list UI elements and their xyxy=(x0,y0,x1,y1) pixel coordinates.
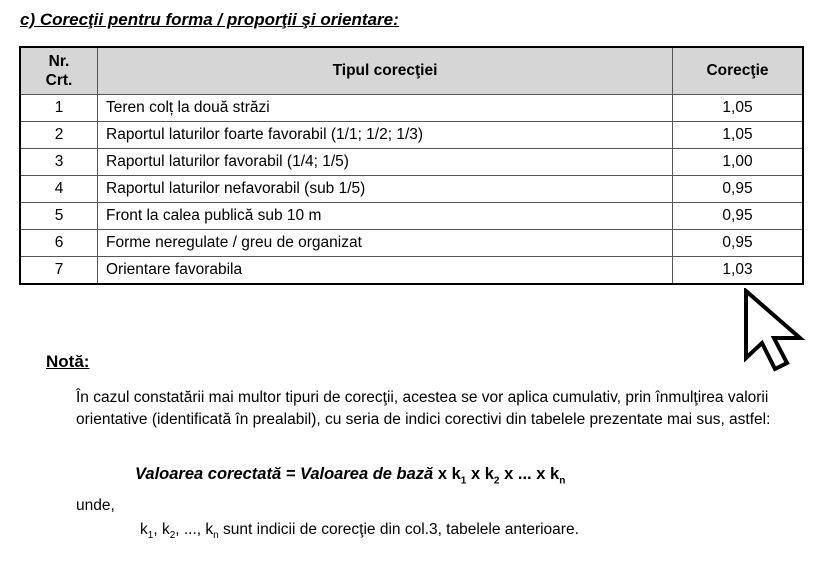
row-type: Raportul laturilor foarte favorabil (1/1; 1/2; 1/3) xyxy=(98,122,673,149)
table-row xyxy=(20,122,803,149)
row-nr: 3 xyxy=(20,149,98,176)
header-nr-line2: Crt. xyxy=(45,72,73,89)
row-type: Raportul laturilor favorabil (1/4; 1/5) xyxy=(98,149,673,176)
table-row xyxy=(20,95,803,122)
mouse-pointer-icon xyxy=(742,288,810,372)
table-row xyxy=(20,176,803,203)
table-row xyxy=(20,257,803,285)
row-value: 0,95 xyxy=(673,203,804,230)
formula-lhs: Valoarea corectată = Valoarea de bază xyxy=(135,465,434,483)
row-type: Teren colț la două străzi xyxy=(98,95,673,122)
note-text: În cazul constatării mai multor tipuri de corecţii, acestea se vor aplica cumulativ, prin înmulţirea valorii orientative (identificată în prealabil), cu seria de indici corectivi din tabelele prezentate mai sus, astfel: xyxy=(76,389,771,428)
table-row xyxy=(20,149,803,176)
row-type: Forme neregulate / greu de organizat xyxy=(98,230,673,257)
section-title: c) Corecţii pentru forma / proporţii şi orientare: xyxy=(20,10,399,29)
row-type: Raportul laturilor nefavorabil (sub 1/5) xyxy=(98,176,673,203)
header-nr-line1: Nr. xyxy=(48,53,70,70)
row-nr: 2 xyxy=(20,122,98,149)
row-value: 0,95 xyxy=(673,176,804,203)
corrections-table xyxy=(19,46,804,285)
row-value: 1,05 xyxy=(673,122,804,149)
row-nr: 7 xyxy=(20,257,98,285)
table-row xyxy=(20,203,803,230)
header-type: Tipul corecţiei xyxy=(98,47,673,95)
header-nr xyxy=(20,47,98,95)
row-type: Front la calea publică sub 10 m xyxy=(98,203,673,230)
row-value: 1,03 xyxy=(673,257,804,285)
row-nr: 6 xyxy=(20,230,98,257)
row-value: 1,00 xyxy=(673,149,804,176)
row-value: 0,95 xyxy=(673,230,804,257)
note-label: Notă: xyxy=(46,352,90,371)
table-header-row xyxy=(20,47,803,95)
indici-text: $k_1$, $k_2$, ..., $k_n$ sunt indicii de corecţie din col.3, tabelele anterioare. xyxy=(140,521,579,542)
row-nr: 4 xyxy=(20,176,98,203)
header-value: Corecţie xyxy=(673,47,804,95)
unde-text: unde, xyxy=(76,497,115,514)
row-nr: 5 xyxy=(20,203,98,230)
formula: Valoarea corectată = Valoarea de bază x $k_1$ x $k_2$ x ... x $k_n$ xyxy=(135,465,566,487)
row-value: 1,05 xyxy=(673,95,804,122)
row-nr: 1 xyxy=(20,95,98,122)
table-row xyxy=(20,230,803,257)
row-type: Orientare favorabila xyxy=(98,257,673,285)
